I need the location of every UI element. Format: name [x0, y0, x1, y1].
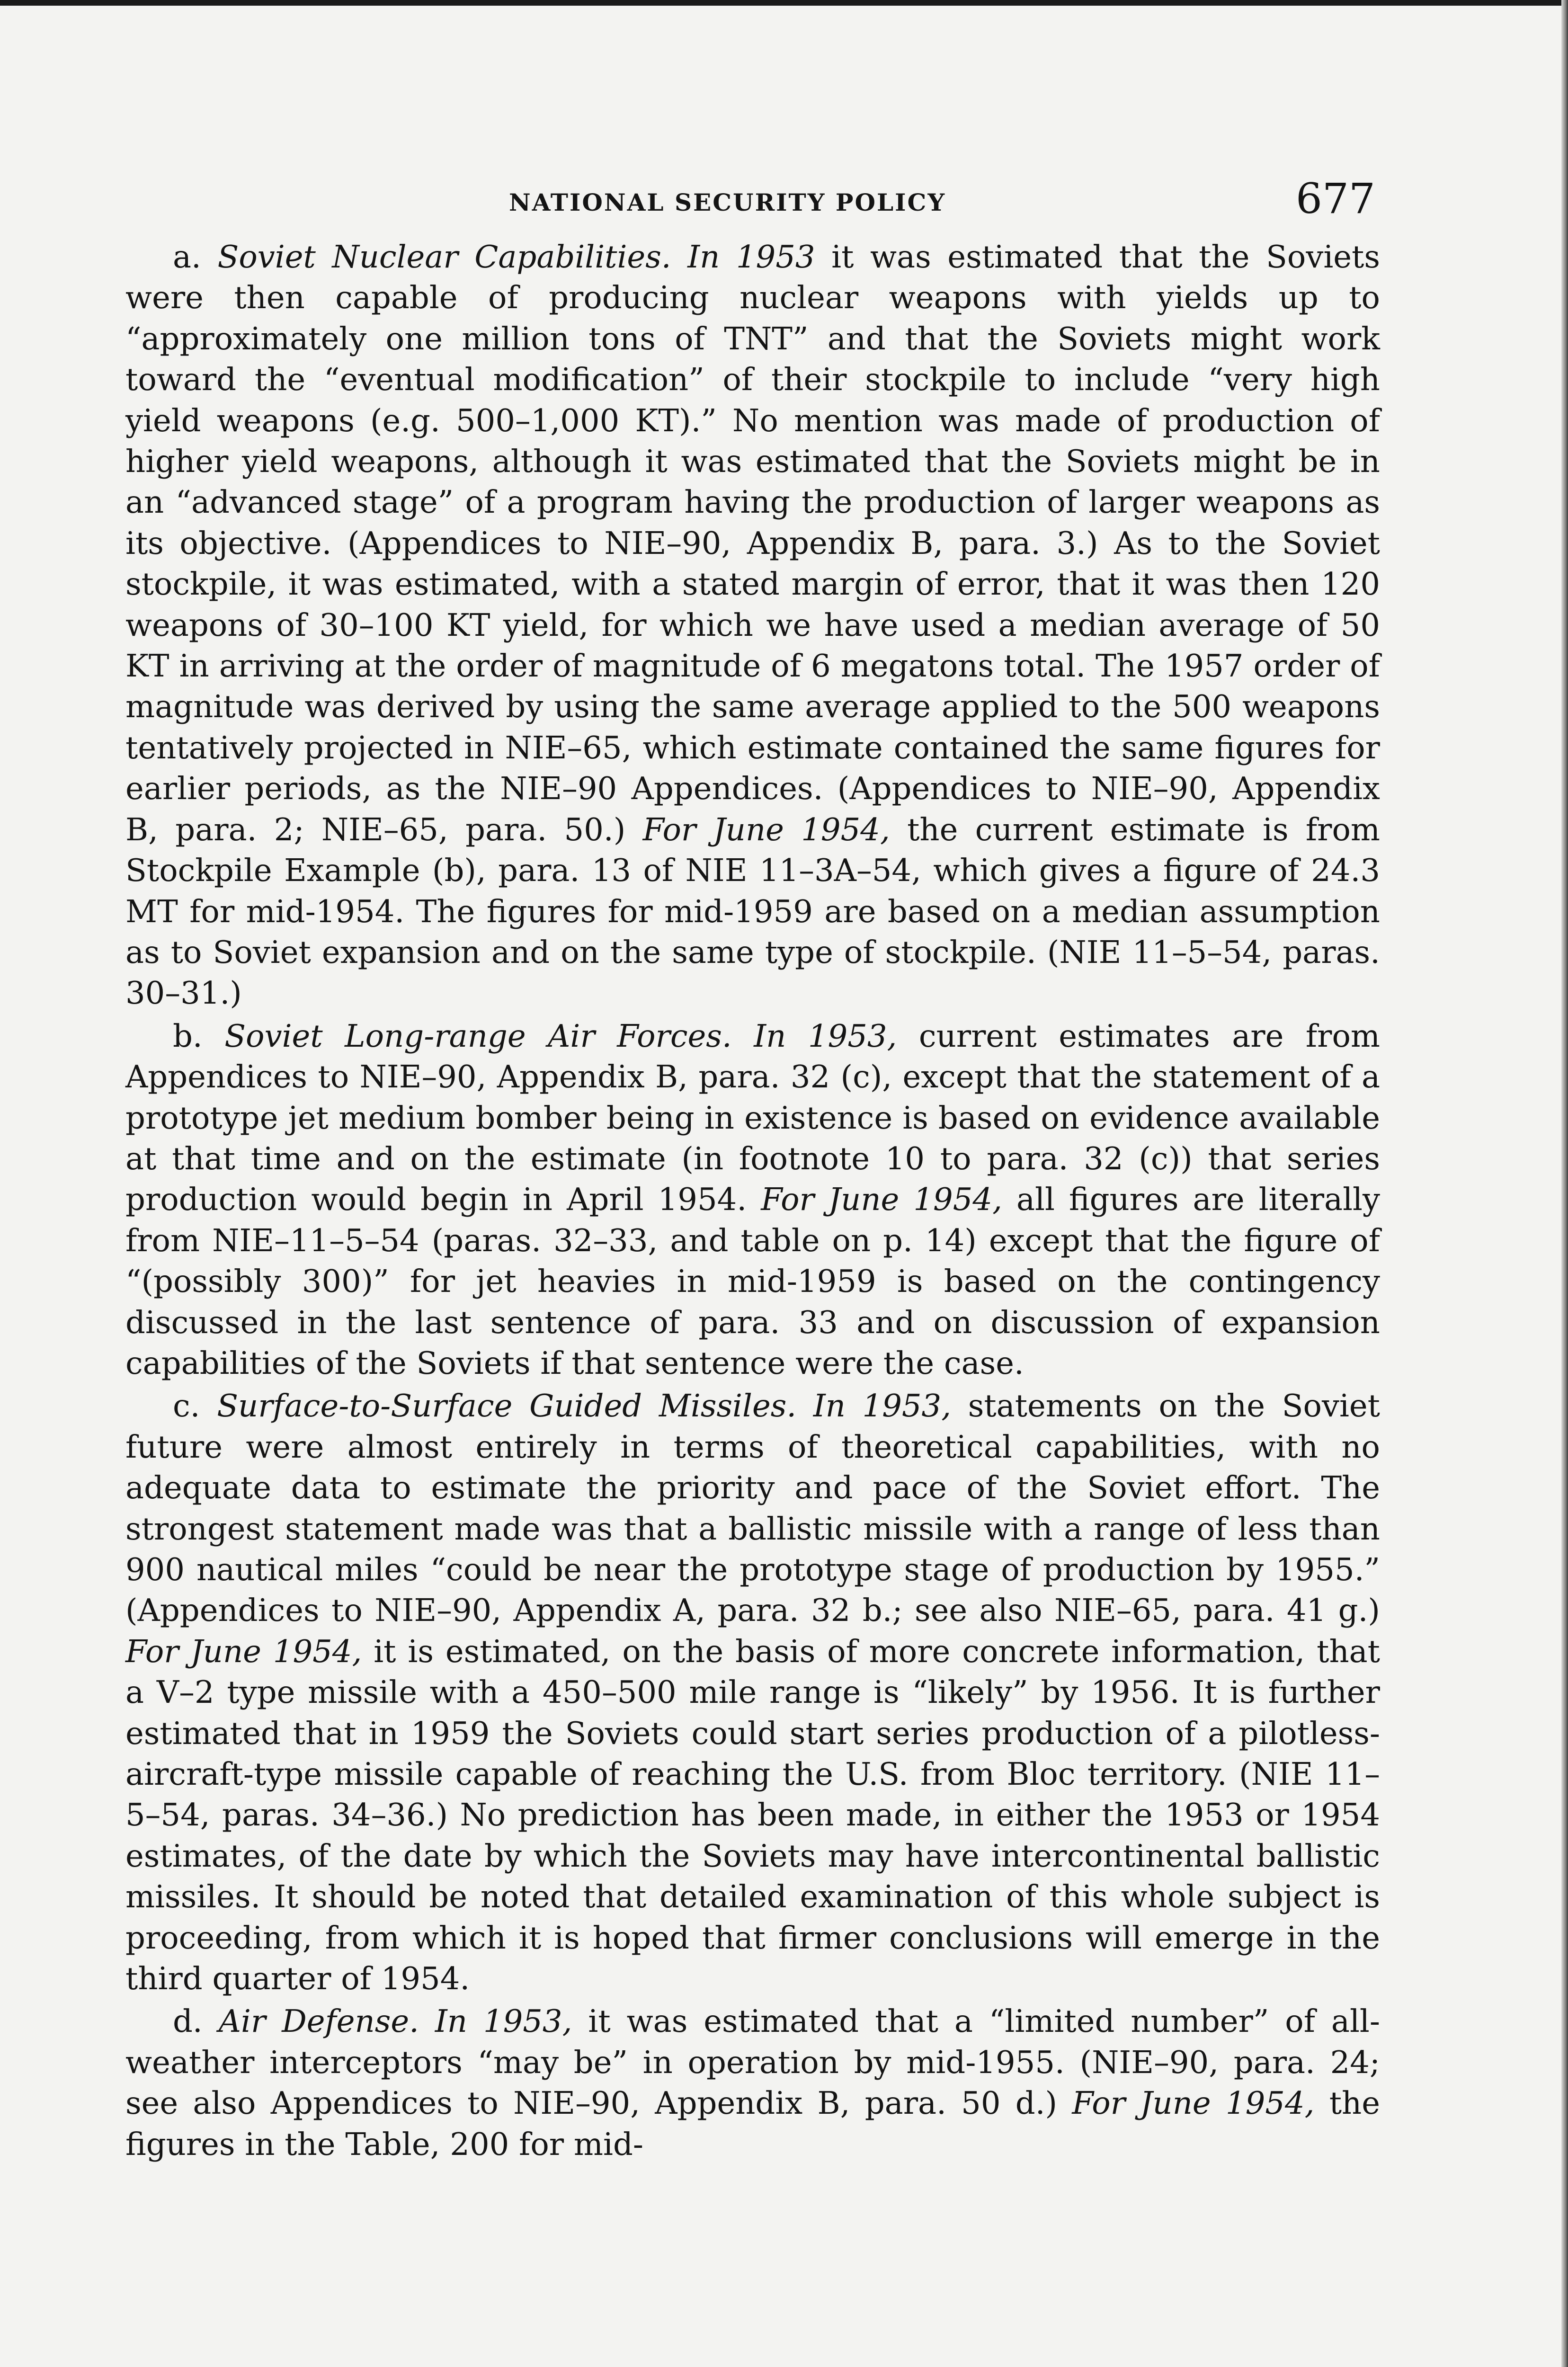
- paragraph-emphasis: For June 1954,: [642, 811, 890, 848]
- paragraph-text: current estimates are from Appendices to NIE–90, Appendix B, para. 32 (c), except that the statement of a prototype jet medium bomber being in existence is based on evidence available at that time and on the estimate (in footnote 10 to para. 32 (c)) that series production would begin in April 1954.: [125, 1018, 1380, 1218]
- paragraph-a: [125, 237, 1380, 1014]
- paragraph-label: d.: [173, 2003, 203, 2040]
- paragraph-heading: Surface-to-Surface Guided Missiles. In 1953,: [217, 1388, 952, 1424]
- header-title: NATIONAL SECURITY POLICY: [509, 188, 946, 216]
- paragraph-emphasis: For June 1954,: [125, 1633, 362, 1670]
- page-edge: [1561, 0, 1568, 2367]
- paragraph-tail: it is estimated, on the basis of more concrete information, that a V–2 type missile with a 450–500 mile range is “likely” by 1956. It is further estimated that in 1959 the Soviets could start series production of a pilotless-aircraft-type missile capable of reaching the U.S. from Bloc territory. (NIE 11–5–54, paras. 34–36.) No prediction has been made, in either the 1953 or 1954 estimates, of the date by which the Soviets may have intercontinental ballistic missiles. It should be noted that detailed examination of this whole subject is proceeding, from which it is hoped that firmer conclusions will emerge in the third quarter of 1954.: [125, 1633, 1380, 1997]
- paragraph-d: [125, 2001, 1380, 2165]
- paragraph-heading: Air Defense. In 1953,: [218, 2003, 572, 2040]
- document-page: [125, 170, 1380, 2165]
- running-head: [125, 170, 1380, 227]
- paragraph-b: [125, 1016, 1380, 1384]
- paragraph-tail: the figures in the Table, 200 for mid-: [125, 2085, 1380, 2162]
- paragraph-heading: Soviet Nuclear Capabilities. In 1953: [217, 239, 815, 275]
- paragraph-c: [125, 1386, 1380, 1999]
- paragraph-label: c.: [173, 1388, 200, 1424]
- paragraph-emphasis: For June 1954,: [1072, 2085, 1315, 2122]
- top-rule: [0, 0, 1568, 6]
- paragraph-emphasis: For June 1954,: [761, 1182, 1002, 1218]
- paragraph-text: statements on the Soviet future were almost entirely in terms of theoretical capabilities, with no adequate data to estimate the priority and pace of the Soviet effort. The strongest statement made was that a ballistic missile with a range of less than 900 nautical miles “could be near the prototype stage of production by 1955.” (Appendices to NIE–90, Appendix A, para. 32 b.; see also NIE–65, para. 41 g.): [125, 1388, 1380, 1629]
- paragraph-tail: all figures are literally from NIE–11–5–54 (paras. 32–33, and table on p. 14) except that the figure of “(possibly 300)” for jet heavies in mid-1959 is based on the contingency discussed in the last sentence of para. 33 and on discussion of expansion capabilities of the Soviets if that sentence were the case.: [125, 1182, 1380, 1381]
- page-number: 677: [1296, 174, 1375, 223]
- paragraph-text: it was estimated that the Soviets were then capable of producing nuclear weapons with yields up to “approximately one million tons of TNT” and that the Soviets might work toward the “eventual modification” of their stockpile to include “very high yield weapons (e.g. 500–1,000 KT).” No mention was made of production of higher yield weapons, although it was estimated that the Soviets might be in an “advanced stage” of a program having the production of larger weapons as its objective. (Appendices to NIE–90, Appendix B, para. 3.) As to the Soviet stockpile, it was estimated, with a stated margin of error, that it was then 120 weapons of 30–100 KT yield, for which we have used a median average of 50 KT in arriving at the order of magnitude of 6 megatons total. The 1957 order of magnitude was derived by using the same average applied to the 500 weapons tentatively projected in NIE–65, which estimate contained the same figures for earlier periods, as the NIE–90 Appendices. (Appendices to NIE–90, Appendix B, para. 2; NIE–65, para. 50.): [125, 239, 1380, 848]
- paragraph-text: it was estimated that a “limited number” of all-weather interceptors “may be” in operation by mid-1955. (NIE–90, para. 24; see also Appendices to NIE–90, Appendix B, para. 50 d.): [125, 2003, 1380, 2122]
- paragraph-tail: the current estimate is from Stockpile Example (b), para. 13 of NIE 11–3A–54, which gives a figure of 24.3 MT for mid-1954. The figures for mid-1959 are based on a median assumption as to Soviet expansion and on the same type of stockpile. (NIE 11–5–54, paras. 30–31.): [125, 811, 1380, 1012]
- paragraph-label: a.: [173, 239, 201, 275]
- paragraph-heading: Soviet Long-range Air Forces. In 1953,: [224, 1018, 897, 1054]
- paragraph-label: b.: [173, 1018, 203, 1054]
